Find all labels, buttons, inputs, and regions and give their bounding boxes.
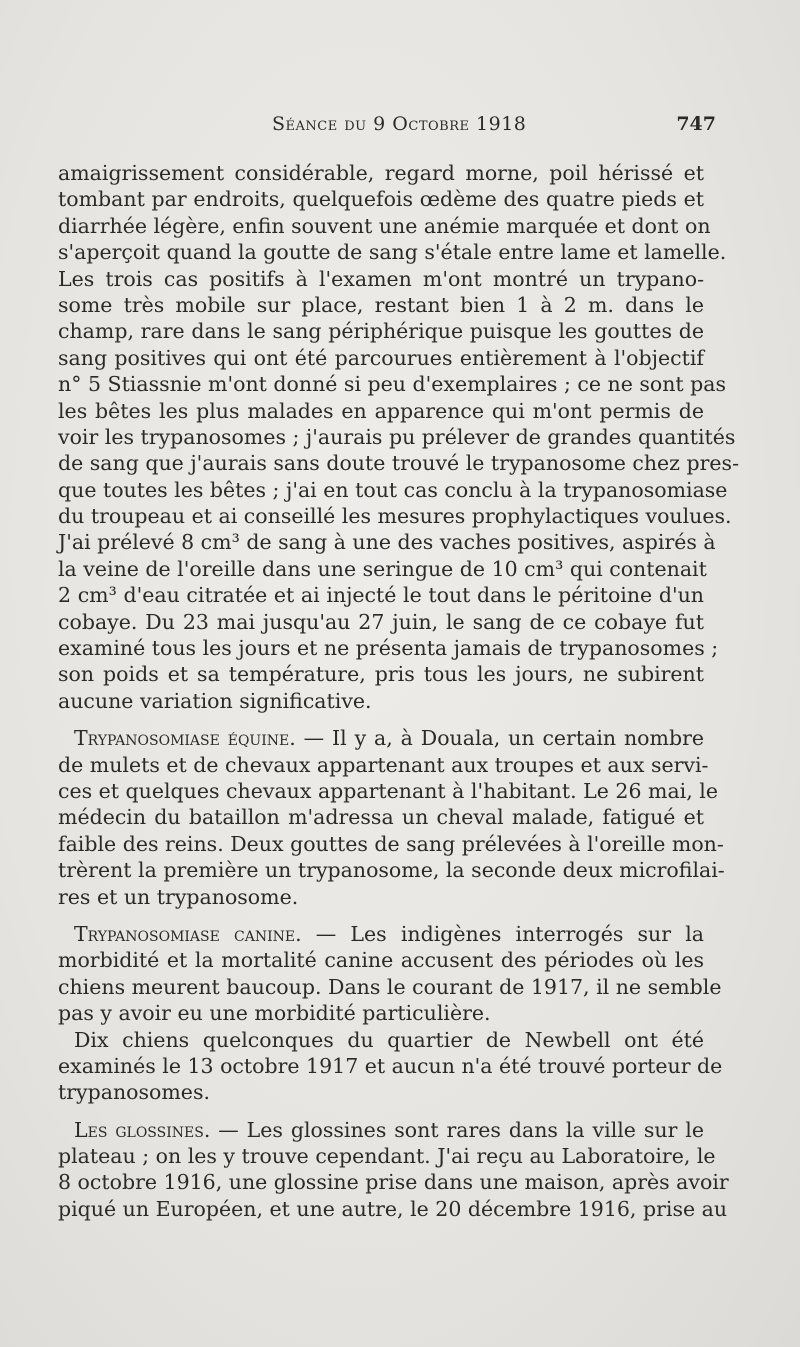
text-line: voir les trypanosomes ; j'aurais pu prélever de grandes quantités bbox=[58, 424, 736, 449]
text-line: piqué un Européen, et une autre, le 20 décembre 1916, prise au bbox=[58, 1196, 728, 1221]
text-line: some très mobile sur place, restant bien 1 à 2 m. dans le bbox=[58, 292, 704, 317]
paragraph-trypanosomiase-canine bbox=[58, 921, 722, 1027]
section-heading: Trypanosomiase équine. bbox=[74, 726, 296, 751]
text-line: J'ai prélevé 8 cm³ de sang à une des vaches positives, aspirés à bbox=[58, 530, 716, 555]
text-line: examinés le 13 octobre 1917 et aucun n'a été trouvé porteur de bbox=[58, 1053, 723, 1078]
text-line: cobaye. Du 23 mai jusqu'au 27 juin, le sang de ce cobaye fut bbox=[58, 609, 704, 634]
text-line bbox=[58, 1117, 704, 1143]
text-line: examiné tous les jours et ne présenta jamais de trypanosomes ; bbox=[58, 636, 719, 661]
text-line: de sang que j'aurais sans doute trouvé le trypanosome chez pres- bbox=[58, 451, 740, 476]
text-line: tombant par endroits, quelquefois œdème des quatre pieds et bbox=[58, 187, 704, 212]
text-run: — Les indigènes interrogés sur la bbox=[301, 921, 704, 946]
paragraph bbox=[58, 160, 740, 714]
paragraph-les-glossines bbox=[58, 1117, 729, 1223]
paragraph bbox=[58, 1027, 723, 1106]
text-line: sang positives qui ont été parcourues entièrement à l'objectif bbox=[58, 345, 704, 370]
text-line: s'aperçoit quand la goutte de sang s'étale entre lame et lamelle. bbox=[58, 240, 727, 265]
text-line: ces et quelques chevaux appartenant à l'habitant. Le 26 mai, le bbox=[58, 778, 718, 803]
text-line: trèrent la première un trypanosome, la seconde deux microfilai- bbox=[58, 858, 725, 883]
text-line: res et un trypanosome. bbox=[58, 884, 299, 909]
page-number: 747 bbox=[676, 113, 716, 135]
text-line bbox=[58, 725, 704, 751]
text-line: la veine de l'oreille dans une seringue de 10 cm³ qui contenait bbox=[58, 556, 707, 581]
text-line: faible des reins. Deux gouttes de sang prélevées à l'oreille mon- bbox=[58, 831, 724, 856]
running-title: Séance du 9 Octobre 1918 bbox=[272, 113, 527, 135]
text-line: 8 octobre 1916, une glossine prise dans une maison, après avoir bbox=[58, 1170, 729, 1195]
text-line: médecin du bataillon m'adressa un cheval malade, fatigué et bbox=[58, 805, 704, 830]
text-line: champ, rare dans le sang périphérique puisque les gouttes de bbox=[58, 319, 704, 344]
text-line: Les trois cas positifs à l'examen m'ont montré un trypano- bbox=[58, 266, 704, 291]
text-run: — Il y a, à Douala, un certain nombre bbox=[295, 726, 705, 751]
text-line: 2 cm³ d'eau citratée et ai injecté le tout dans le péritoine d'un bbox=[58, 583, 704, 608]
page-header bbox=[60, 113, 720, 143]
text-line: plateau ; on les y trouve cependant. J'ai reçu au Laboratoire, le bbox=[58, 1144, 716, 1169]
text-line: amaigrissement considérable, regard morne, poil hérissé et bbox=[58, 161, 704, 185]
paragraph-trypanosomiase-equine bbox=[58, 725, 725, 910]
text-line: son poids et sa température, pris tous les jours, ne subirent bbox=[58, 662, 704, 687]
text-line: n° 5 Stiassnie m'ont donné si peu d'exemplaires ; ce ne sont pas bbox=[58, 372, 727, 397]
body-text bbox=[58, 160, 740, 1222]
text-line: trypanosomes. bbox=[58, 1080, 210, 1105]
text-line: du troupeau et ai conseillé les mesures prophylactiques voulues. bbox=[58, 504, 732, 529]
section-heading: Les glossines. bbox=[74, 1117, 211, 1142]
text-line: pas y avoir eu une morbidité particulière. bbox=[58, 1001, 491, 1026]
text-line: chiens meurent baucoup. Dans le courant de 1917, il ne semble bbox=[58, 974, 722, 999]
text-line: les bêtes les plus malades en apparence qui m'ont permis de bbox=[58, 398, 704, 423]
text-line: aucune variation significative. bbox=[58, 688, 372, 713]
text-line bbox=[58, 921, 704, 947]
text-line: diarrhée légère, enfin souvent une anémie marquée et dont on bbox=[58, 213, 711, 238]
text-line: Dix chiens quelconques du quartier de Newbell ont été bbox=[74, 1027, 704, 1052]
section-heading: Trypanosomiase canine. bbox=[74, 921, 302, 946]
text-line: de mulets et de chevaux appartenant aux troupes et aux servi- bbox=[58, 752, 709, 777]
text-line: que toutes les bêtes ; j'ai en tout cas conclu à la trypanosomiase bbox=[58, 477, 728, 502]
text-run: — Les glossines sont rares dans la ville sur le bbox=[210, 1117, 704, 1142]
text-line: morbidité et la mortalité canine accusent des périodes où les bbox=[58, 948, 704, 973]
